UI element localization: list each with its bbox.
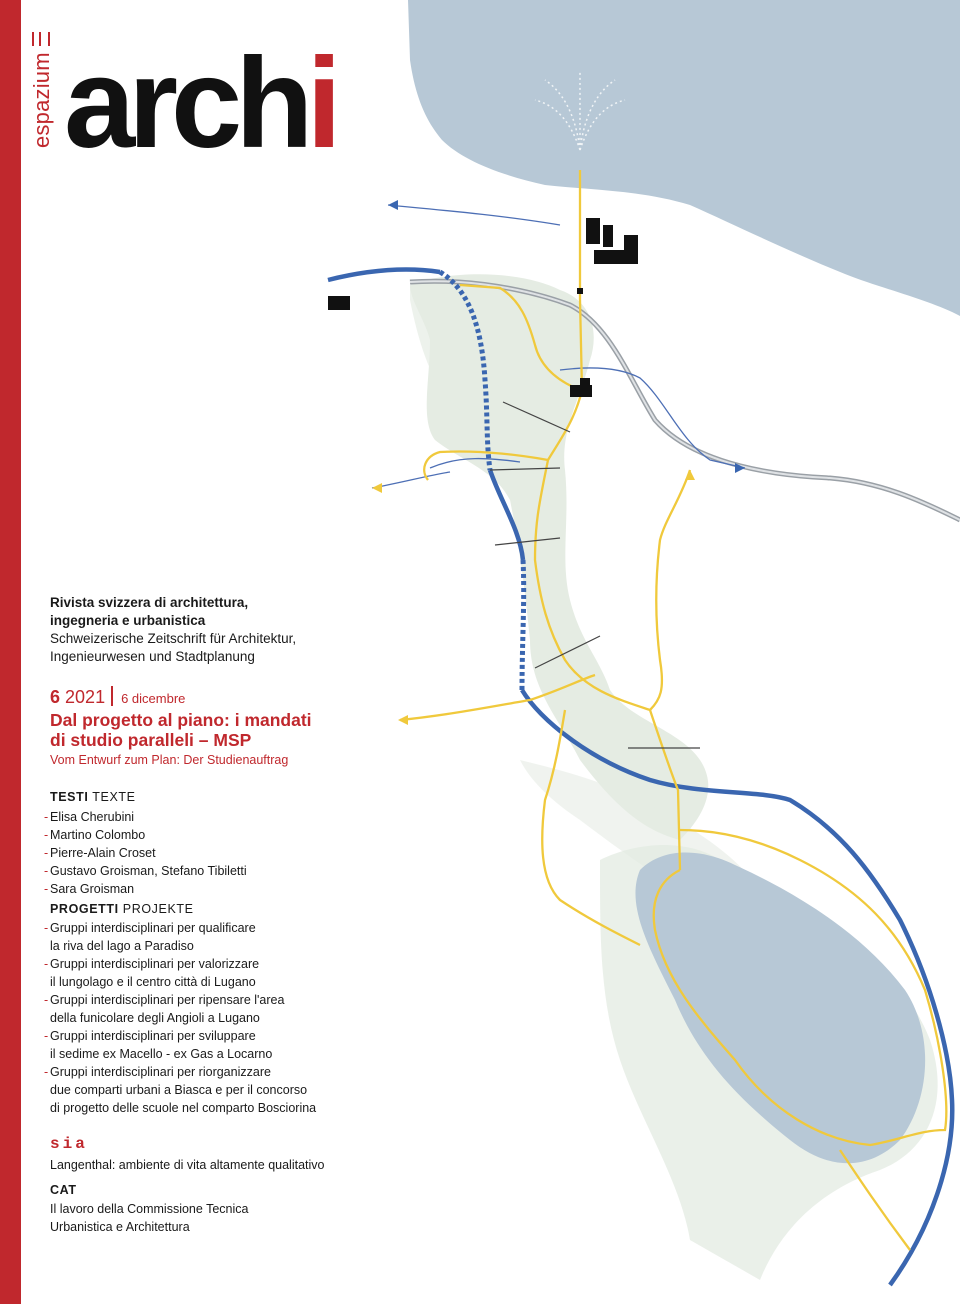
subtitle-de-line1: Schweizerische Zeitschrift für Architektur, [50, 631, 297, 646]
list-item: - Sara Groisman [44, 882, 135, 896]
list-item: - Gruppi interdisciplinari per valorizzare il lungolago e il centro città di Lugano [44, 957, 260, 989]
upper-lake [408, 0, 960, 316]
sia-text: Langenthal: ambiente di vita altamente qualitativo [50, 1158, 325, 1172]
list-item: - Gruppi interdisciplinari per qualificare la riva del lago a Paradiso [44, 921, 256, 953]
espazium-bars-icon [32, 32, 50, 46]
issue-line [50, 686, 185, 708]
magazine-subtitle [50, 594, 296, 666]
list-item: - Gruppi interdisciplinari per ripensare l'area della funicolare degli Angioli a Lugano [44, 993, 285, 1025]
list-item: - Gruppi interdisciplinari per riorganizzare due comparti urbani a Biasca e per il concorso di progetto delle scuole nel comparto Bosciorina [44, 1065, 317, 1115]
list-item: - Martino Colombo [44, 828, 146, 842]
testi-heading-de: TEXTE [92, 790, 136, 804]
cat-heading-text: CAT [50, 1183, 77, 1197]
main-route [328, 270, 440, 280]
list-item: - Pierre-Alain Croset [44, 846, 156, 860]
subtitle-de-line2: Ingenieurwesen und Stadtplanung [50, 649, 255, 664]
testi-heading-it: TESTI [50, 790, 89, 804]
headline-german: Vom Entwurf zum Plan: Der Studienauftrag [50, 753, 289, 767]
cat-line2: Urbanistica e Architettura [50, 1220, 190, 1234]
espazium-label [29, 18, 55, 148]
progetti-list [44, 919, 317, 1117]
espazium-text: espazium [29, 52, 54, 148]
issue-number: 6 [50, 687, 61, 707]
issue-year: 2021 [65, 687, 106, 707]
progetti-heading-it: PROGETTI [50, 902, 119, 916]
issue-date: 6 dicembre [121, 691, 186, 706]
headline-line2: di studio paralleli – MSP [50, 730, 252, 750]
list-item: - Gustavo Groisman, Stefano Tibiletti [44, 864, 247, 878]
subtitle-it-line1: Rivista svizzera di architettura, [50, 595, 249, 610]
logo-text-main: arch [64, 32, 307, 175]
sia-heading: sia [50, 1135, 88, 1153]
cover-headline [50, 710, 312, 750]
cat-heading [50, 1183, 77, 1197]
testi-heading [50, 790, 136, 804]
progetti-heading-de: PROJEKTE [122, 902, 194, 916]
headline-line1: Dal progetto al piano: i mandati [50, 710, 312, 730]
logo-text-accent: i [306, 32, 335, 175]
list-item: - Gruppi interdisciplinari per sviluppare il sedime ex Macello - ex Gas a Locarno [44, 1029, 273, 1061]
testi-list [44, 808, 247, 898]
progetti-heading [50, 902, 194, 916]
cat-text [50, 1200, 248, 1236]
issue-separator [111, 686, 113, 706]
subtitle-it-line2: ingegneria e urbanistica [50, 613, 206, 628]
archi-logo [64, 32, 335, 175]
cat-line1: Il lavoro della Commissione Tecnica [50, 1202, 249, 1216]
list-item: - Elisa Cherubini [44, 810, 135, 824]
